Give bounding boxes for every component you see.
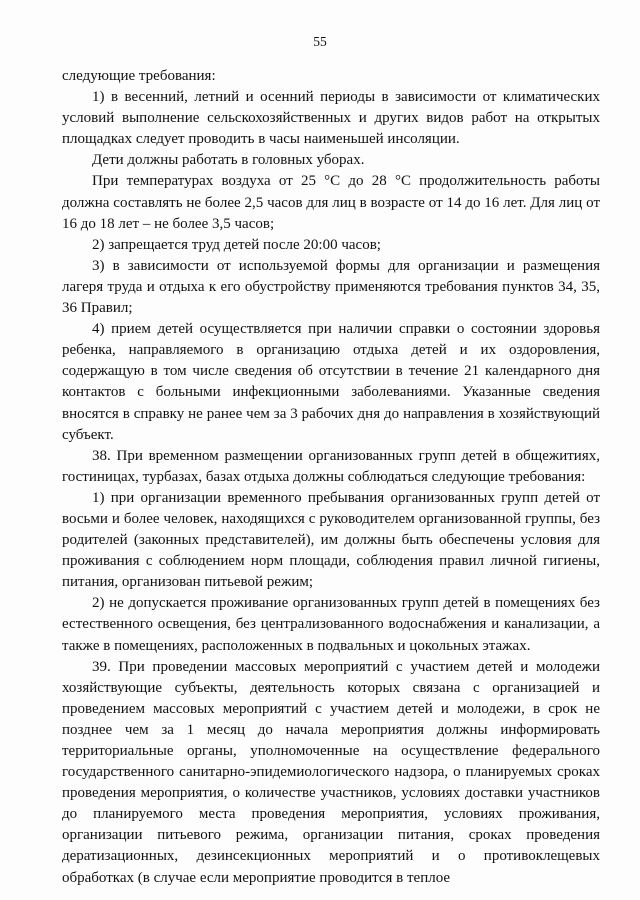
paragraph-temperature: При температурах воздуха от 25 °С до 28 °С продолжительность работы должна составлять не более 2,5 часов для лиц в возрасте от 14 до 16 лет. Для лиц от 16 до 18 лет – не более 3,5 часов; (62, 173, 600, 232)
paragraph-section-39: 39. При проведении массовых мероприятий с участием детей и молодежи хозяйствующие субъекты, деятельность которых связана с организацией и проведением массовых мероприятий с участием детей и молодежи, в срок не позднее чем за 1 месяц до начала мероприятия должны информировать территориальные органы, уполномоченные на осуществление федерального государственного санитарно-эпидемиологического надзора, о планируемых сроках проведения мероприятия, о количестве участников, условиях доставки участников до планируемого места проведения мероприятия, условиях проживания, организации питьевого режима, организации питания, сроках проведения дератизационных, дезинсекционных мероприятий и о противоклещевых обработках (в случае если мероприятие проводится в теплое (62, 658, 600, 886)
document-body (62, 66, 600, 889)
paragraph-38-item-1: 1) при организации временного пребывания организованных групп детей от восьми и более человек, находящихся с руководителем организованной группы, без родителей (законных представителей), им должны быть обеспечены условия для проживания с соблюдением норм площади, соблюдения правил личной гигиены, питания, организован питьевой режим; (62, 489, 600, 591)
paragraph-item-4-admission: 4) прием детей осуществляется при наличии справки о состоянии здоровья ребенка, направляемого в организацию отдыха детей и их оздоровления, содержащую в том числе сведения об отсутствии в течение 21 календарного дня контактов с больными инфекционными заболеваниями. Указанные сведения вносятся в справку не ранее чем за 3 рабочих дня до направления в хозяйствующий субъект. (62, 321, 600, 443)
paragraph-item-3-camp-form: 3) в зависимости от используемой формы для организации и размещения лагеря труда и отдыха к его обустройству применяются требования пунктов 34, 35, 36 Правил; (62, 257, 600, 317)
paragraph-section-38: 38. При временном размещении организованных групп детей в общежитиях, гостиницах, турбазах, базах отдыха должны соблюдаться следующие требования: (62, 447, 600, 485)
paragraph-38-item-2: 2) не допускается проживание организованных групп детей в помещениях без естественного освещения, без централизованного водоснабжения и канализации, а также в помещениях, расположенных в подвальных и цокольных этажах. (62, 595, 600, 654)
paragraph-continuation: следующие требования: (62, 68, 216, 84)
paragraph-item-2-night-work: 2) запрещается труд детей после 20:00 часов; (92, 236, 381, 253)
page-number: 55 (313, 34, 327, 49)
paragraph-item-1-season: 1) в весенний, летний и осенний периоды в зависимости от климатических условий выполнение сельскохозяйственных и других видов работ на открытых площадках следует проводить в часы наименьшей инсоляции. (62, 89, 600, 148)
paragraph-headwear: Дети должны работать в головных уборах. (92, 152, 365, 169)
